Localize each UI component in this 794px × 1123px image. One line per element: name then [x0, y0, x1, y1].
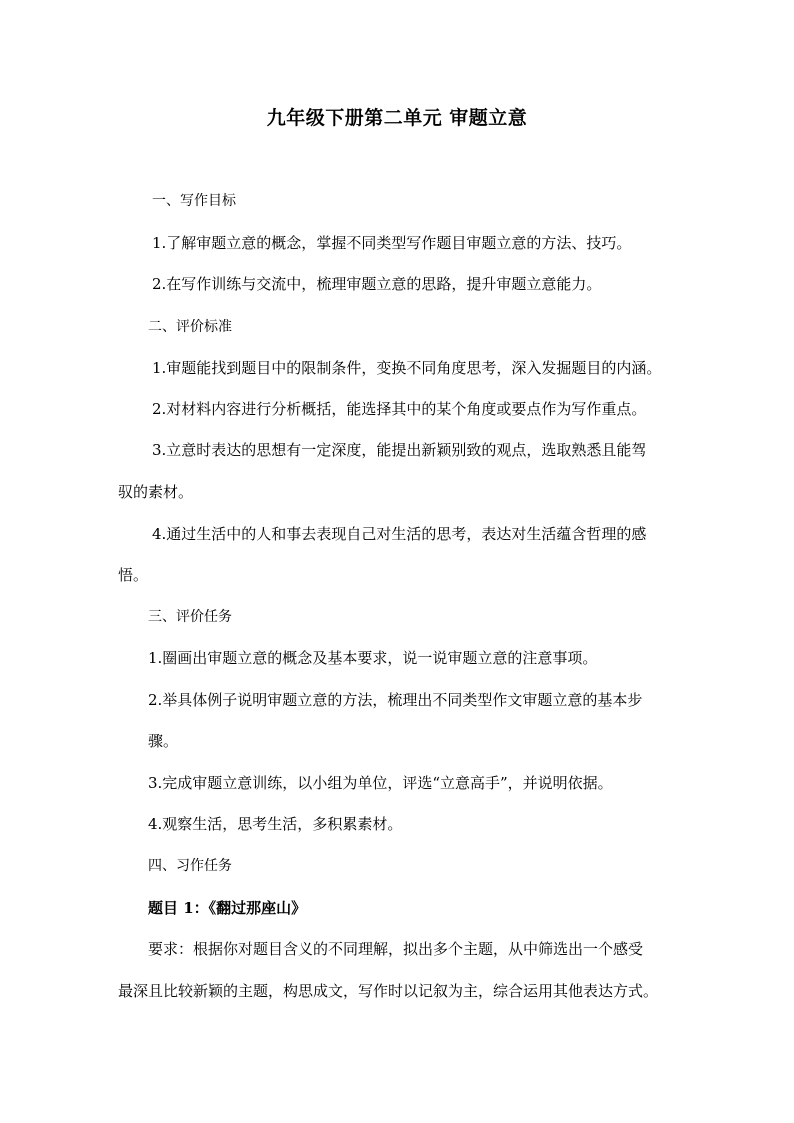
goal-item-1: 1.了解审题立意的概念，掌握不同类型写作题目审题立意的方法、技巧。 — [152, 234, 632, 252]
task-item-1: 1.圈画出审题立意的概念及基本要求，说一说审题立意的注意事项。 — [148, 649, 598, 667]
section-heading-tasks: 三、评价任务 — [148, 609, 232, 625]
task-item-2: 2.举具体例子说明审题立意的方法，梳理出不同类型作文审题立意的基本步 — [148, 691, 643, 709]
document-title: 九年级下册第二单元 审题立意 — [266, 107, 528, 129]
task-item-4: 4.观察生活，思考生活，多积累素材。 — [148, 815, 403, 833]
criteria-item-1: 1.审题能找到题目中的限制条件，变换不同角度思考，深入发掘题目的内涵。 — [152, 359, 662, 377]
goal-item-2: 2.在写作训练与交流中，梳理审题立意的思路，提升审题立意能力。 — [152, 275, 602, 293]
writing-requirement-cont: 最深且比较新颖的主题，构思成文，写作时以记叙为主，综合运用其他表达方式。 — [118, 982, 659, 1000]
writing-requirement: 要求：根据你对题目含义的不同理解，拟出多个主题，从中筛选出一个感受 — [148, 940, 644, 958]
criteria-item-4-cont: 悟。 — [118, 566, 149, 584]
section-heading-goals: 一、写作目标 — [152, 193, 236, 209]
criteria-item-3: 3.立意时表达的思想有一定深度，能提出新颖别致的观点，选取熟悉且能驾 — [152, 441, 647, 459]
criteria-item-3-cont: 驭的素材。 — [118, 483, 194, 501]
task-item-2-cont: 骤。 — [148, 732, 179, 750]
writing-topic: 题目 1：《翻过那座山》 — [148, 899, 307, 917]
task-item-3: 3.完成审题立意训练，以小组为单位，评选“立意高手”，并说明依据。 — [148, 774, 613, 792]
criteria-item-4: 4.通过生活中的人和事去表现自己对生活的思考，表达对生活蕴含哲理的感 — [152, 525, 647, 543]
criteria-item-2: 2.对材料内容进行分析概括，能选择其中的某个角度或要点作为写作重点。 — [152, 400, 647, 418]
section-heading-criteria: 二、评价标准 — [148, 319, 232, 335]
section-heading-writing: 四、习作任务 — [148, 858, 232, 874]
